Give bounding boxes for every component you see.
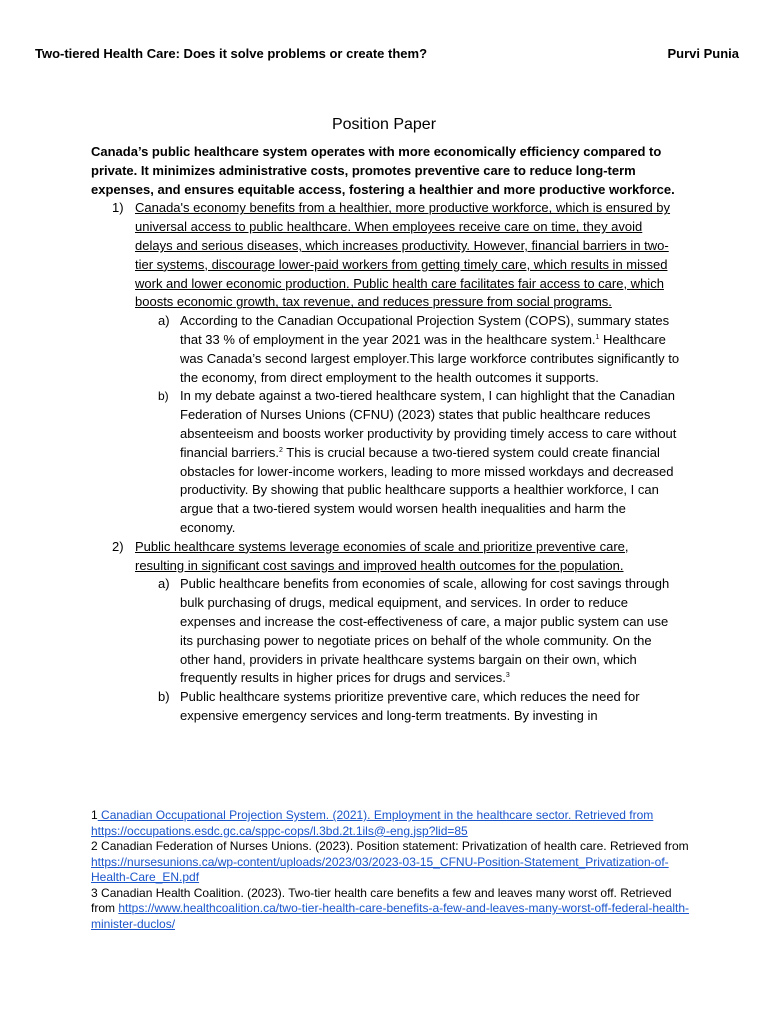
footnote-number: 2 bbox=[91, 839, 98, 853]
page-header bbox=[35, 46, 739, 61]
evidence-text-cont: This is crucial because a two-tiered system could create financial obstacles for lower-income workers, leading to more missed workdays and decreased productivity. By showing that public healthcare supports a healthier workforce, I can argue that a two-tiered system would worsen health inequalities and harm the economy. bbox=[180, 444, 674, 535]
argument-number: 2) bbox=[112, 538, 124, 554]
evidence-item bbox=[135, 312, 681, 387]
evidence-text: Public healthcare benefits from economies of scale, allowing for cost savings through bulk purchasing of drugs, medical equipment, and services. In order to reduce expenses and increase the cost-effectiveness of care, a major public system can use its purchasing power to negotiate prices on behalf of the whole community. On the other hand, providers in private healthcare systems bargain on their own, which frequently results in higher prices for drugs and services. bbox=[180, 576, 670, 686]
argument-number: 1) bbox=[112, 200, 124, 216]
footnote-link[interactable]: Canadian Occupational Projection System. (2021). Employment in the healthcare sector. Retrieved from https://occupations.esdc.gc.ca/sppc-cops/l.3bd.2t.1ils@-eng.jsp?lid=85 bbox=[91, 808, 654, 838]
header-title: Two-tiered Health Care: Does it solve problems or create them? bbox=[35, 46, 428, 61]
argument-claim: Canada's economy benefits from a healthier, more productive workforce, which is ensured by universal access to public healthcare. When employees receive care on time, they avoid delays and serious diseases, which increases productivity. However, financial barriers in two-tier systems, discourage lower-paid workers from getting timely care, which results in missed work and lower economic production. Public health care facilitates fair access to care, which boosts economic growth, tax revenue, and reduces pressure from social programs. bbox=[135, 200, 671, 310]
footnote-number: 1 bbox=[91, 808, 98, 822]
argument-item bbox=[91, 199, 681, 537]
evidence-label: b) bbox=[158, 389, 169, 404]
thesis-statement: Canada’s public healthcare system operates with more economically efficiency compared to private. It minimizes administrative costs, promotes preventive care to reduce long-term expenses, and ensures equitable access, fostering a healthier and more productive workforce. bbox=[91, 144, 675, 197]
footnote-2 bbox=[91, 839, 691, 886]
evidence-label: a) bbox=[158, 313, 170, 329]
footnote-ref: 1 bbox=[595, 333, 600, 341]
footnote-3 bbox=[91, 886, 691, 933]
footnote-ref: 2 bbox=[279, 446, 283, 454]
evidence-label: b) bbox=[158, 689, 170, 705]
argument-claim: Public healthcare systems leverage economies of scale and prioritize preventive care, resulting in significant cost savings and improved health outcomes for the population. bbox=[135, 538, 629, 573]
evidence-item bbox=[135, 688, 681, 726]
evidence-text: Public healthcare systems prioritize preventive care, which reduces the need for expensive emergency services and long-term treatments. By investing in bbox=[180, 689, 640, 723]
footnote-text: Canadian Health Coalition. (2023). Two-tier health care benefits a few and leaves many worst off. Retrieved from bbox=[91, 885, 672, 915]
footnote-text: Canadian Federation of Nurses Unions. (2023). Position statement: Privatization of health care. Retrieved from bbox=[97, 839, 689, 853]
evidence-item bbox=[135, 575, 681, 688]
evidence-item bbox=[135, 387, 681, 537]
footnote-ref: 3 bbox=[505, 672, 510, 680]
evidence-list bbox=[135, 575, 681, 725]
evidence-text: According to the Canadian Occupational Projection System (COPS), summary states that 33 % of employment in the year 2021 was in the healthcare system. bbox=[180, 313, 670, 347]
document-body bbox=[91, 143, 681, 726]
evidence-label: a) bbox=[158, 576, 170, 592]
footnote-number: 3 bbox=[91, 885, 98, 900]
argument-item bbox=[91, 538, 681, 726]
footnote-link[interactable]: https://nursesunions.ca/wp-content/uploads/2023/03/2023-03-15_CFNU-Position-Statement_Privatization-of-Health-Care_EN.pdf bbox=[91, 854, 669, 884]
evidence-list bbox=[135, 312, 681, 538]
footnote-link[interactable]: https://www.healthcoalition.ca/two-tier-health-care-benefits-a-few-and-leaves-many-worst-off-federal-health-minister-duclos/ bbox=[91, 901, 690, 931]
footnotes bbox=[91, 808, 691, 932]
footnote-1 bbox=[91, 808, 691, 839]
evidence-text-cont: Healthcare was Canada’s second largest employer.This large workforce contributes significantly to the economy, from direct employment to the health outcomes it supports. bbox=[180, 331, 680, 385]
evidence-text: In my debate against a two-tiered healthcare system, I can highlight that the Canadian Federation of Nurses Unions (CFNU) (2023) states that public healthcare reduces absenteeism and boosts worker productivity by providing timely access to care without financial barriers. bbox=[180, 388, 677, 460]
header-author: Purvi Punia bbox=[667, 46, 739, 61]
argument-list bbox=[91, 199, 681, 725]
document-title: Position Paper bbox=[331, 116, 437, 133]
